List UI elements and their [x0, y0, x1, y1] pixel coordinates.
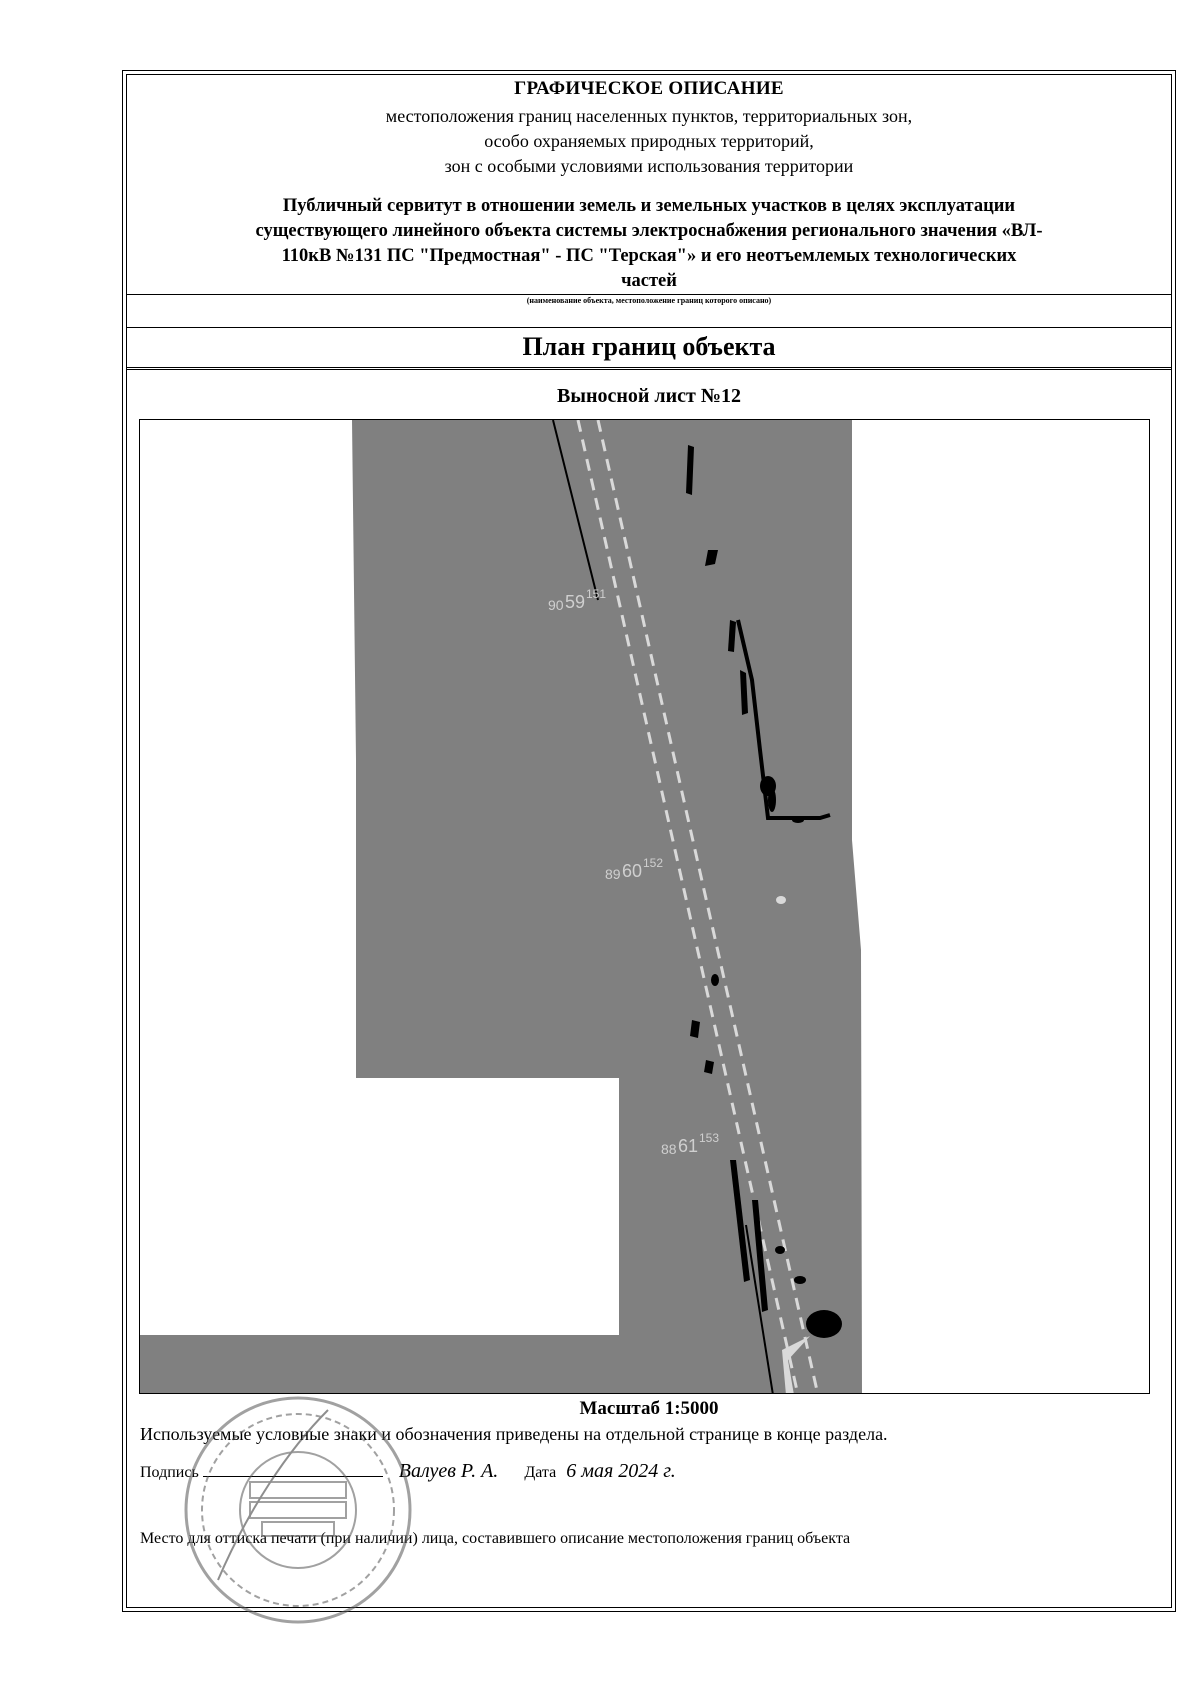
map-label-sup: 152: [643, 856, 664, 870]
signature-label: Подпись: [140, 1464, 199, 1481]
light-spot: [776, 896, 786, 904]
stamp-note: Место для оттиска печати (при наличии) лица, составившего описание местоположения границ объекта: [140, 1530, 851, 1547]
map-label-point: 61: [678, 1136, 699, 1156]
map-drawing: [140, 420, 1150, 1394]
terrain-spot: [711, 974, 719, 986]
object-name: [160, 194, 1138, 294]
object-name-line-1: Публичный сервитут в отношении земель и земельных участков в целях эксплуатации: [282, 196, 1016, 216]
date-value: 6 мая 2024 г.: [566, 1460, 676, 1482]
signer-name: Валуев Р. А.: [398, 1460, 499, 1482]
map-label-number: 88: [661, 1141, 677, 1157]
header-divider-3: [126, 367, 1172, 370]
map-label-number: 89: [605, 866, 621, 882]
map-label-point: 59: [565, 592, 586, 612]
object-name-line-3: 110кВ №131 ПС "Предмостная" - ПС "Терская"» и его неотъемлемых технологических: [281, 246, 1017, 266]
map-scale: Масштаб 1:5000: [579, 1398, 719, 1419]
legend-note: Используемые условные знаки и обозначения приведены на отдельной странице в конце раздела.: [140, 1424, 888, 1444]
object-name-line-4: частей: [621, 271, 677, 291]
terrain-spot: [794, 1276, 806, 1284]
terrain-spot: [806, 1310, 842, 1338]
map-area: [140, 420, 862, 1394]
terrain-spot: [768, 788, 776, 812]
map-label-sup: 153: [699, 1131, 720, 1145]
map-label-point: 60: [622, 861, 643, 881]
object-caption: (наименование объекта, местоположение границ которого описано): [526, 296, 772, 305]
terrain-spot: [792, 817, 804, 823]
map-label-number: 90: [548, 597, 564, 613]
subtitle-line-2: особо охраняемых природных территорий,: [484, 131, 814, 151]
header-divider-1: [126, 294, 1172, 295]
object-name-line-2: существующего линейного объекта системы электроснабжения регионального значения «ВЛ-: [255, 221, 1043, 241]
map-label-sup: 151: [586, 587, 607, 601]
document-title: ГРАФИЧЕСКОЕ ОПИСАНИЕ: [514, 78, 784, 99]
terrain-spot: [775, 1246, 785, 1254]
sheet-title: Выносной лист №12: [557, 385, 741, 407]
date-label: Дата: [524, 1464, 557, 1481]
map-frame: [139, 419, 1150, 1394]
header-divider-2: [126, 327, 1172, 328]
subtitle-line-1: местоположения границ населенных пунктов, территориальных зон,: [385, 106, 913, 126]
seal-stamp: [178, 1390, 418, 1630]
section-title: План границ объекта: [522, 332, 776, 361]
subtitle-line-3: зон с особыми условиями использования территории: [444, 156, 854, 176]
